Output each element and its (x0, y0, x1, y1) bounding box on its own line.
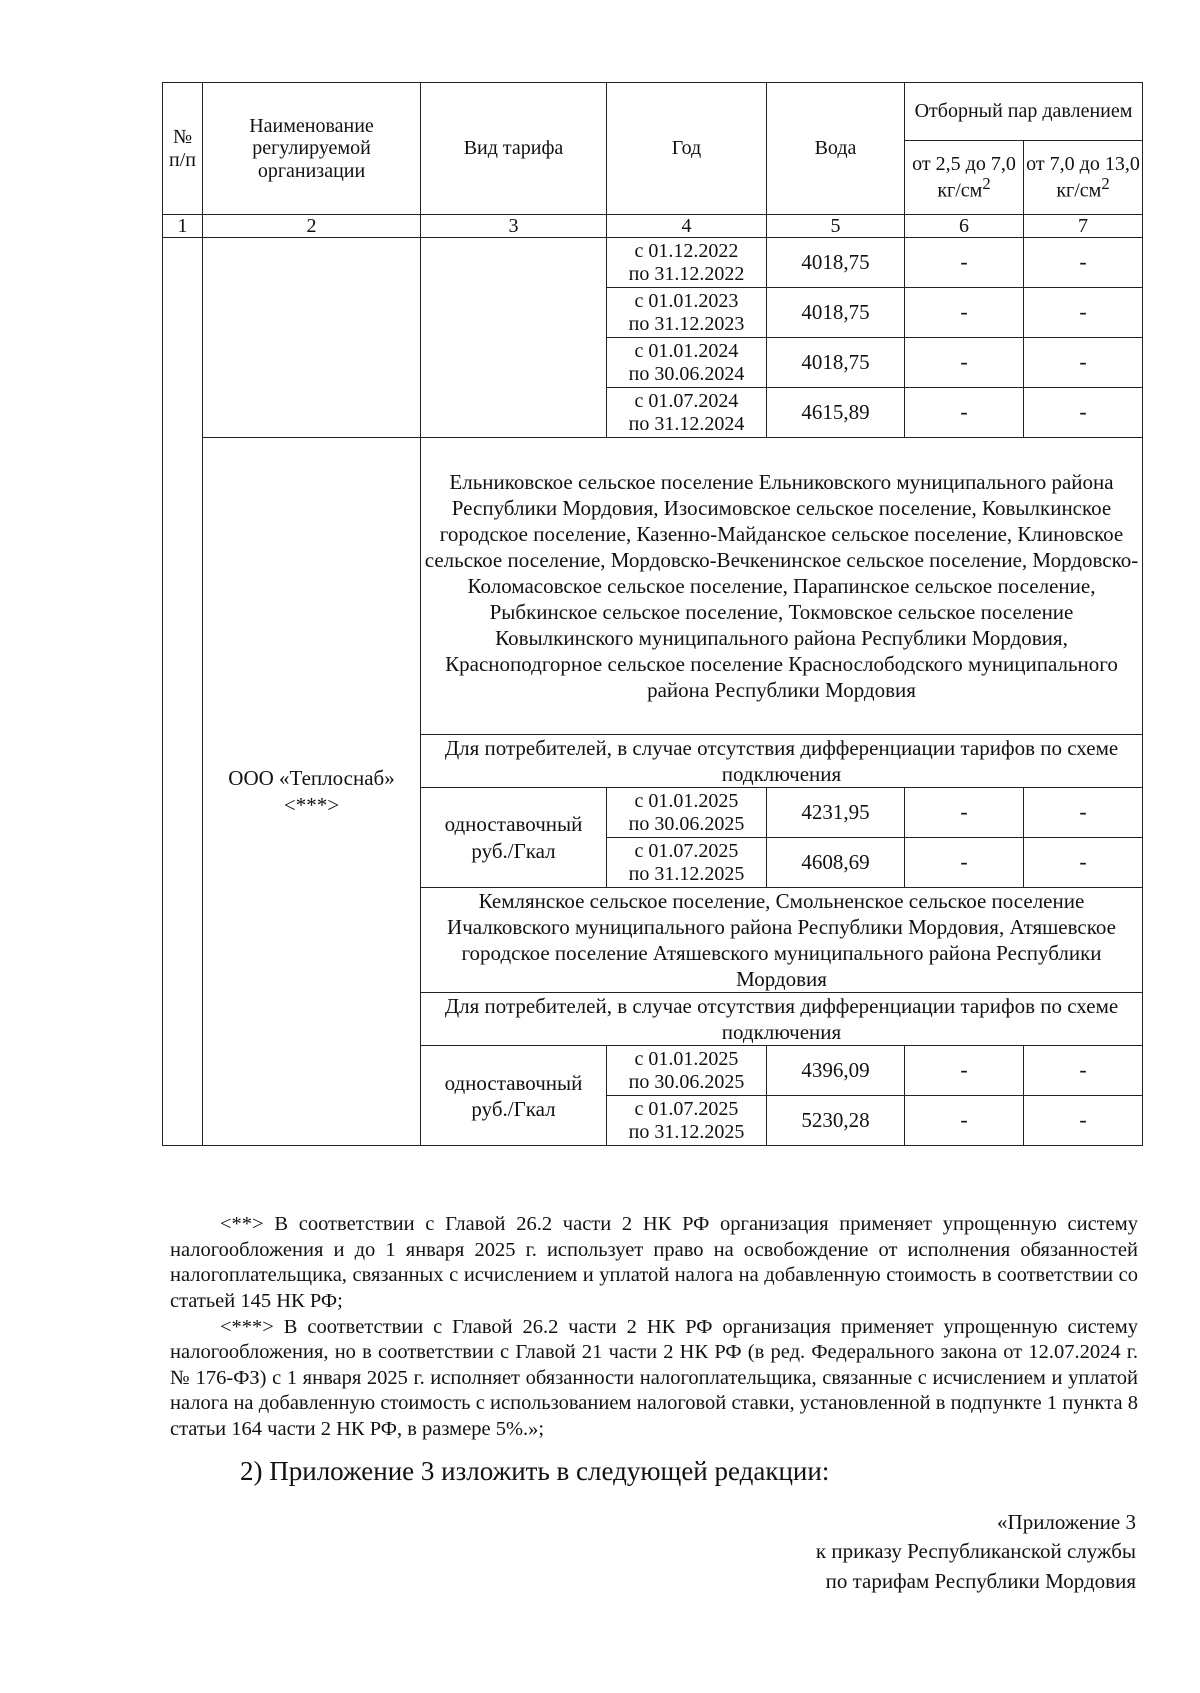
tariff-type-cell: одноставочный руб./Гкал (421, 788, 607, 888)
tariff-type-cell: одноставочный руб./Гкал (421, 1046, 607, 1146)
header-water: Вода (767, 83, 905, 215)
water-value: 4608,69 (767, 838, 905, 888)
column-number-row (163, 215, 1143, 238)
annex-heading (816, 1508, 1136, 1596)
water-value: 4396,09 (767, 1046, 905, 1096)
period-cell: с 01.07.2025 по 31.12.2025 (607, 838, 767, 888)
table-header (163, 83, 1143, 215)
table-row (163, 238, 1143, 288)
annex-line: по тарифам Республики Мордовия (825, 1568, 1136, 1593)
header-org: Наименование регулируемой организации (203, 83, 421, 215)
org-name-cell (203, 438, 421, 1146)
steam-low-value: - (905, 388, 1024, 438)
period-cell: с 01.01.2025 по 30.06.2025 (607, 1046, 767, 1096)
header-steam-low: от 2,5 до 7,0 $кг/см^2$ (905, 141, 1024, 215)
steam-high-value: - (1024, 838, 1143, 888)
column-number: 1 (163, 215, 203, 238)
region-row (163, 438, 1143, 735)
period-cell: с 01.07.2024 по 31.12.2024 (607, 388, 767, 438)
region-cell: Кемлянское сельское поселение, Смольненское сельское поселение Ичалковского муниципального района Республики Мордовия, Атяшевское городское поселение Атяшевского муниципального района Республики Мордовия (421, 888, 1143, 993)
steam-low-value: - (905, 838, 1024, 888)
footnote-triple-asterisk: <***> В соответствии с Главой 26.2 части 2 НК РФ организация применяет упрощенную систему налогообложения, но в соответствии с Главой 21 части 2 НК РФ (в ред. Федерального закона от 12.07.2024 г. № 176-ФЗ) с 1 января 2025 г. исполняет обязанности налогоплательщика, связанные с исчислением и уплатой налога на добавленную стоимость с использованием налоговой ставки, установленной в подпункте 1 пункта 8 статьи 164 части 2 НК РФ, в размере 5%.»; (170, 1315, 1138, 1440)
water-value: 4615,89 (767, 388, 905, 438)
column-number: 3 (421, 215, 607, 238)
consumer-cell: Для потребителей, в случае отсутствия дифференциации тарифов по схеме подключения (421, 735, 1143, 788)
annex-line: к приказу Республиканской службы (815, 1539, 1136, 1564)
tariff-table (162, 82, 1143, 1146)
num-cell-empty (163, 238, 203, 1146)
period-cell: с 01.01.2023 по 31.12.2023 (607, 288, 767, 338)
steam-high-value: - (1024, 238, 1143, 288)
period-cell: с 01.07.2025 по 31.12.2025 (607, 1096, 767, 1146)
steam-low-value: - (905, 238, 1024, 288)
steam-high-value: - (1024, 288, 1143, 338)
period-cell: с 01.12.2022 по 31.12.2022 (607, 238, 767, 288)
tariff-type-cell-empty (421, 238, 607, 438)
steam-low-value: - (905, 288, 1024, 338)
amendment-instruction: 2) Приложение 3 изложить в следующей редакции: (240, 1456, 830, 1486)
steam-low-value: - (905, 338, 1024, 388)
water-value: 4018,75 (767, 238, 905, 288)
period-cell: с 01.01.2024 по 30.06.2024 (607, 338, 767, 388)
header-steam-group: Отборный пар давлением (905, 83, 1143, 141)
steam-high-value: - (1024, 338, 1143, 388)
column-number: 5 (767, 215, 905, 238)
region-cell: Ельниковское сельское поселение Ельниковского муниципального района Республики Мордовия, Изосимовское сельское поселение, Ковылкинское городское поселение, Казенно-Майданское сельское поселение, Клиновское сельское поселение, Мордовско-Вечкенинское сельское поселение, Мордовско-Коломасовское сельское поселение, Парапинское сельское поселение, Рыбкинское сельское поселение, Токмовское сельское поселение Ковылкинского муниципального района Республики Мордовия, Краснoподгорное сельское поселение Краснослободского муниципального района Республики Мордовия (421, 438, 1143, 735)
column-number: 2 (203, 215, 421, 238)
steam-high-value: - (1024, 1046, 1143, 1096)
column-number: 6 (905, 215, 1024, 238)
footnotes (170, 1212, 1138, 1443)
header-tariff-type: Вид тарифа (421, 83, 607, 215)
org-name: ООО «Теплоснаб» (228, 766, 395, 791)
steam-high-value: - (1024, 788, 1143, 838)
steam-high-value: - (1024, 1096, 1143, 1146)
steam-low-value: - (905, 1096, 1024, 1146)
steam-low-value: - (905, 1046, 1024, 1096)
water-value: 4018,75 (767, 288, 905, 338)
annex-line: «Приложение 3 (997, 1510, 1136, 1534)
org-cell-empty (203, 238, 421, 438)
water-value: 4018,75 (767, 338, 905, 388)
column-number: 7 (1024, 215, 1143, 238)
period-cell: с 01.01.2025 по 30.06.2025 (607, 788, 767, 838)
water-value: 4231,95 (767, 788, 905, 838)
header-steam-high: от 7,0 до 13,0 $кг/см^2$ (1024, 141, 1143, 215)
column-number: 4 (607, 215, 767, 238)
steam-low-value: - (905, 788, 1024, 838)
water-value: 5230,28 (767, 1096, 905, 1146)
header-num: № п/п (163, 83, 203, 215)
footnote-double-asterisk: <**> В соответствии с Главой 26.2 части 2 НК РФ организация применяет упрощенную систему налогообложения и до 1 января 2025 г. использует право на освобождение от исполнения обязанностей налогоплательщика, связанных с исчислением и уплатой налога на добавленную стоимость в соответствии со статьей 145 НК РФ; (170, 1213, 1138, 1312)
header-year: Год (607, 83, 767, 215)
org-note: <***> (283, 792, 340, 817)
steam-high-value: - (1024, 388, 1143, 438)
consumer-cell: Для потребителей, в случае отсутствия дифференциации тарифов по схеме подключения (421, 993, 1143, 1046)
